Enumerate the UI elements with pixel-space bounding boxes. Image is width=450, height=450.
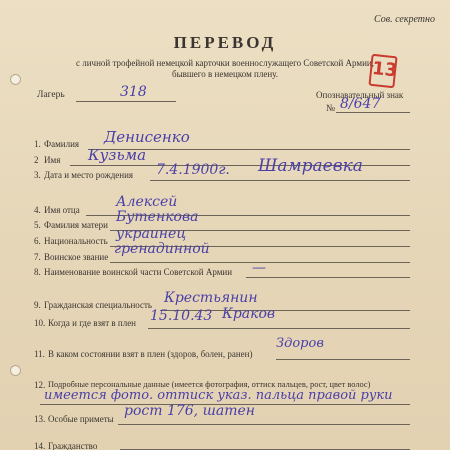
field-8-underline — [246, 277, 410, 278]
camp-underline — [76, 101, 176, 102]
field-4-label: Имя отца — [44, 205, 80, 215]
field-3-place: Шамраевка — [258, 156, 363, 176]
field-7-label: Воинское звание — [44, 252, 109, 262]
field-12-number: 12. — [34, 380, 46, 390]
field-14-label: Гражданство — [48, 441, 98, 450]
field-3-date: 7.4.1900г. — [156, 162, 230, 178]
field-6-number: 6. — [34, 236, 41, 246]
field-8-label: Наименование воинской части Советской Армии — [44, 267, 233, 277]
field-7-number: 7. — [34, 252, 41, 262]
field-3-underline — [150, 180, 410, 181]
field-3-number: 3. — [34, 170, 41, 180]
field-13-number: 13. — [34, 414, 46, 424]
field-1-label: Фамилия — [44, 139, 80, 149]
field-2-label: Имя — [44, 155, 61, 165]
field-4-number: 4. — [34, 205, 41, 215]
field-13-value: рост 176, шатен — [124, 403, 255, 419]
field-10-number: 10. — [34, 318, 46, 328]
ident-value: 8/647 — [340, 96, 381, 112]
punch-hole-bottom — [10, 365, 21, 376]
field-5-value: Бутенкова — [116, 209, 199, 225]
field-11-underline — [276, 359, 410, 360]
field-12-value: имеется фото. оттиск указ. пальца правой руки — [44, 388, 393, 403]
field-9-value: Крестьянин — [164, 290, 258, 306]
field-5-label: Фамилия матери — [44, 220, 108, 230]
field-11-number: 11. — [34, 349, 45, 359]
field-2-value: Кузьма — [88, 146, 147, 164]
field-10-underline — [148, 328, 410, 329]
field-14-number: 14. — [34, 441, 46, 450]
field-1-number: 1. — [34, 139, 41, 149]
stamp-number: 13 — [368, 54, 397, 89]
field-8-value: — — [252, 260, 266, 276]
field-10-date: 15.10.43 — [150, 308, 213, 324]
ident-number-prefix: № — [326, 104, 336, 114]
ident-underline — [336, 112, 410, 113]
field-1-value: Денисенко — [104, 128, 190, 146]
classification-mark: Сов. секретно — [374, 14, 435, 25]
subtitle-line-1: с личной трофейной немецкой карточки военнослужащего Советской Армии, — [75, 58, 374, 68]
field-4-value: Алексей — [116, 194, 178, 210]
field-11-label: В каком состоянии взят в плен (здоров, болен, ранен) — [48, 349, 253, 359]
subtitle-line-2: бывшего в немецком плену. — [172, 69, 278, 79]
ident-label: Опознавательный знак — [316, 90, 404, 100]
field-9-number: 9. — [34, 300, 41, 310]
field-11-value: Здоров — [276, 336, 324, 351]
camp-value: 318 — [120, 84, 147, 100]
field-13-label: Особые приметы — [48, 414, 114, 424]
page-title: ПЕРЕВОД — [173, 33, 277, 52]
field-8-number: 8. — [34, 267, 41, 277]
field-9-label: Гражданская специальность — [44, 300, 153, 310]
field-5-number: 5. — [34, 220, 41, 230]
field-12-label: Подробные персональные данные (имеется фотография, оттиск пальцев, рост, цвет волос) — [48, 380, 371, 389]
field-10-place: Краков — [222, 306, 276, 322]
field-2-number: 2 — [34, 155, 39, 165]
field-6-value: украинец — [116, 226, 187, 242]
field-7-value: гренадинной — [114, 241, 210, 257]
field-13-underline — [118, 424, 410, 425]
camp-label: Лагерь — [37, 90, 65, 100]
field-3-label: Дата и место рождения — [44, 170, 134, 180]
field-10-label: Когда и где взят в плен — [48, 318, 137, 328]
field-6-label: Национальность — [44, 236, 108, 246]
